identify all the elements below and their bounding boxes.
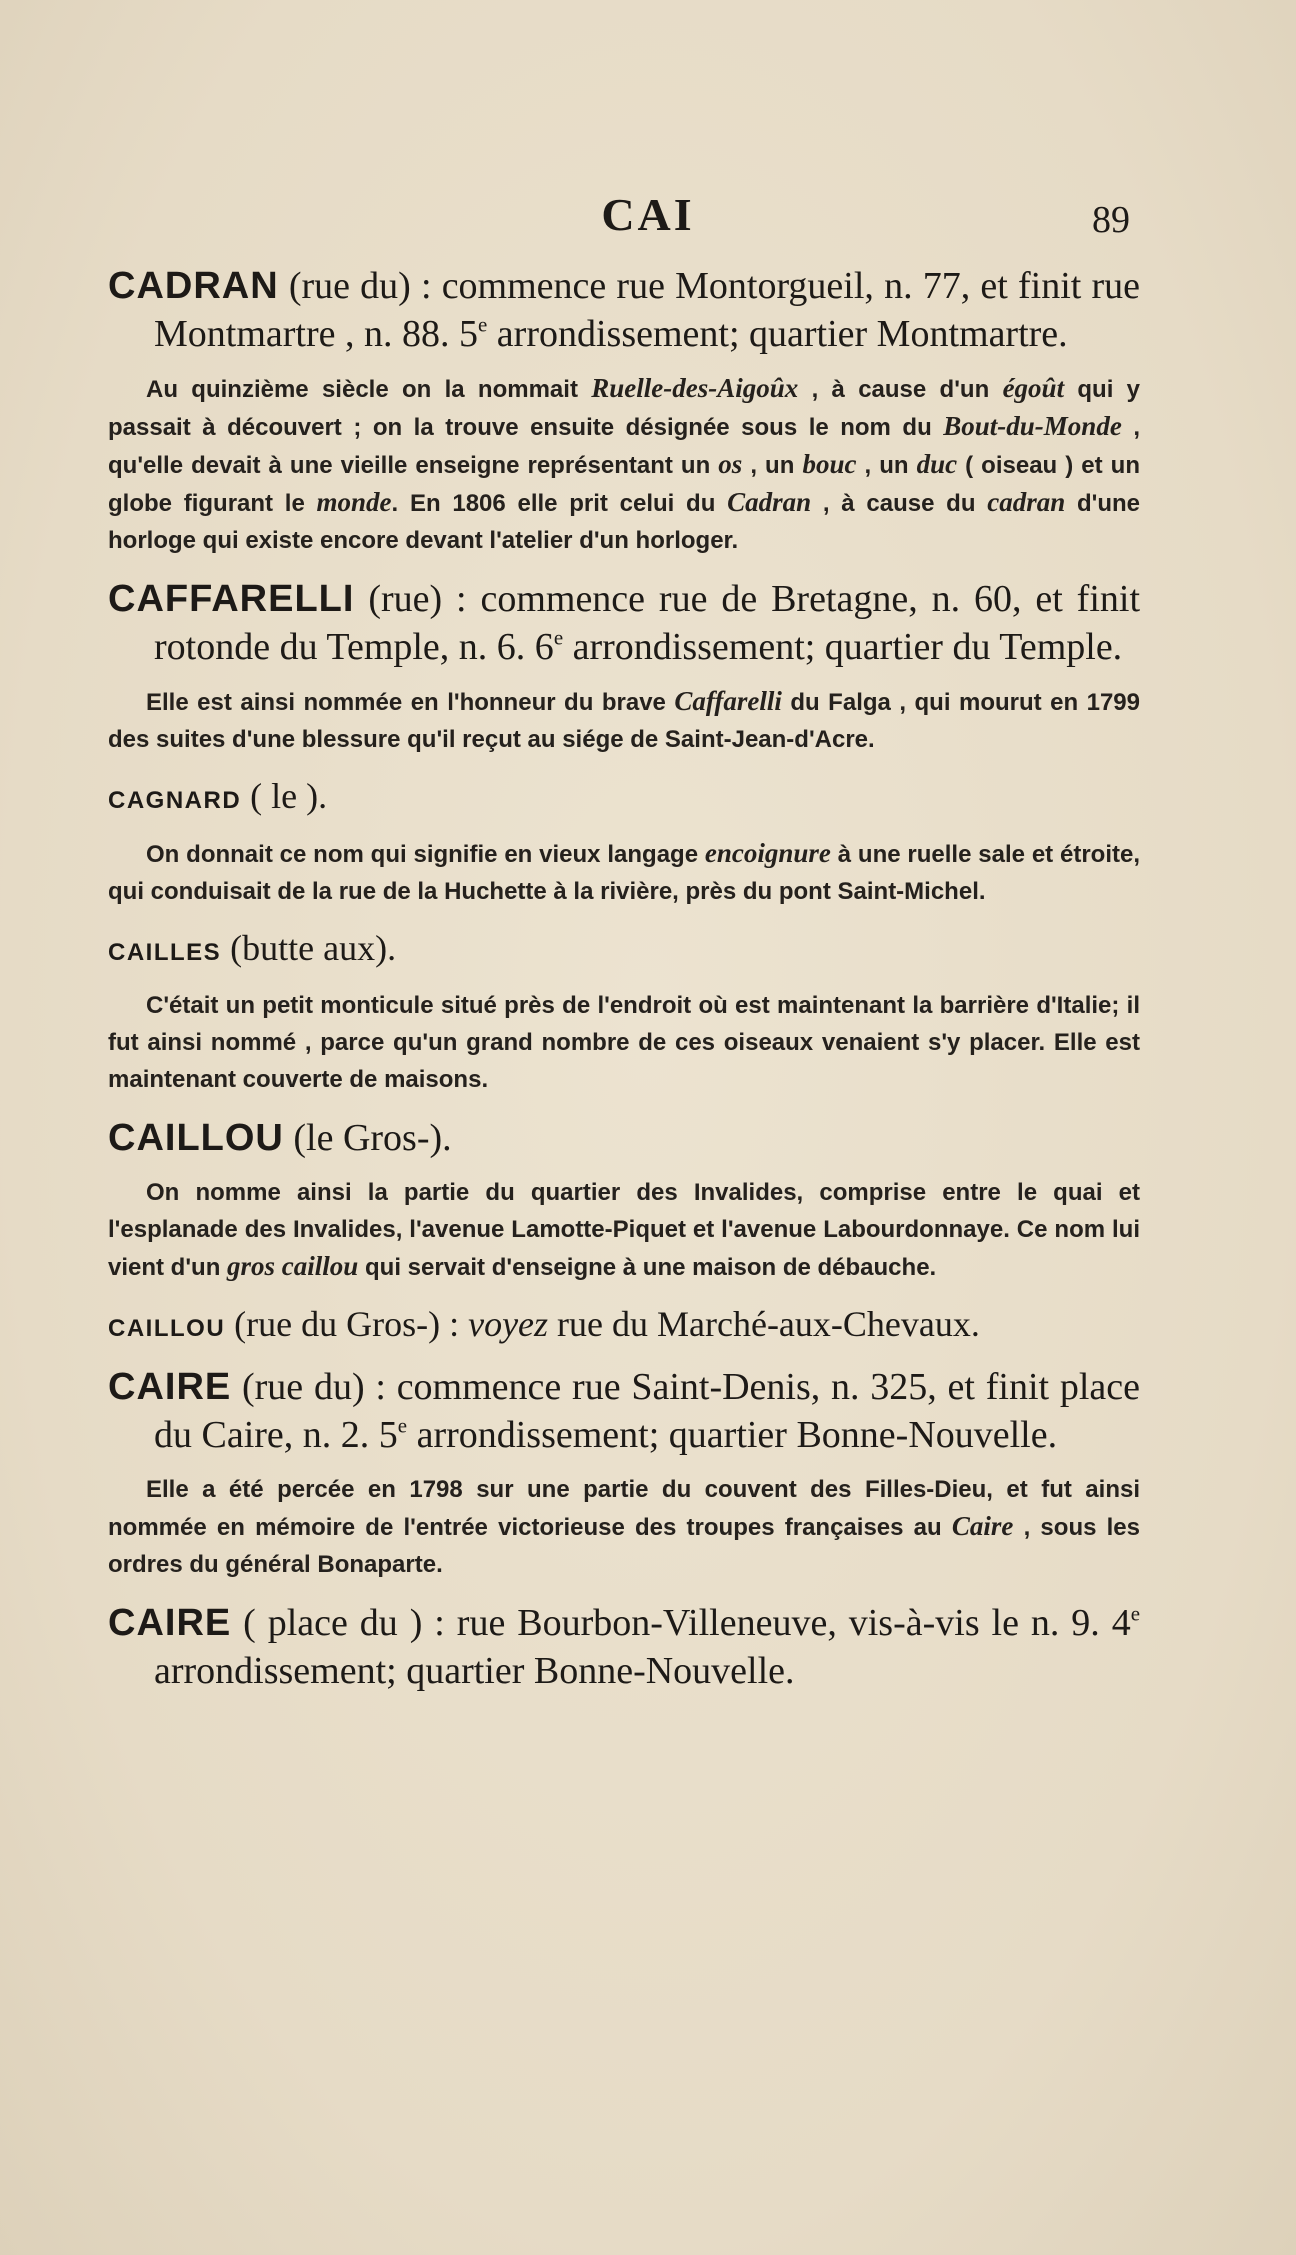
entry-text: (rue) : commence rue de Bretagne, n. 60, et finit rotonde du Temple, n. 6. 6	[154, 578, 1140, 668]
ordinal-sup: e	[397, 1413, 408, 1438]
entry-head: CAIRE	[108, 1602, 232, 1644]
entry-text: (le Gros-).	[283, 1117, 452, 1159]
entry-head: CAILLOU	[108, 1315, 226, 1342]
page-body	[108, 262, 1140, 1707]
entry-caillou	[108, 1114, 1140, 1162]
entry-text: arrondissement; quartier du Temple.	[563, 626, 1123, 668]
entry-head: CAIRE	[108, 1366, 232, 1408]
entry-text: arrondissement; quartier Bonne-Nouvelle.	[407, 1414, 1058, 1456]
entry-text: (rue du) : commence rue Montorgueil, n. 77, et finit rue Montmartre , n. 88. 5	[154, 265, 1140, 355]
ordinal-sup: e	[553, 625, 564, 650]
cross-reference: voyez	[468, 1304, 549, 1344]
entry-caire-rue	[108, 1363, 1140, 1459]
running-title: CAI	[601, 189, 695, 240]
entry-head: CADRAN	[108, 265, 279, 307]
entry-note-caffarelli: Elle est ainsi nommée en l'honneur du brave Caffarelli du Falga , qui mourut en 1799 des suites d'une blessure qu'il reçut au siége de Saint-Jean-d'Acre.	[108, 686, 1141, 753]
entry-head: CAILLOU	[108, 1117, 284, 1159]
entry-note-cadran: Au quinzième siècle on la nommait Ruelle-des-Aigoûx , à cause d'un égoût qui y passait à découvert ; on la trouve ensuite désignée sous le nom du Bout-du-Monde , qu'elle devait à une vieille enseigne représentant un os , un bouc , un duc ( oiseau ) et un globe figurant le monde. En 1806 elle prit celui du Cadran , à cause du cadran d'une horloge qui existe encore devant l'atelier d'un horloger.	[108, 373, 1141, 554]
entry-text: ( le ).	[241, 776, 328, 816]
entry-text: rue du Marché-aux-Chevaux.	[548, 1304, 980, 1344]
entry-cagnard	[108, 774, 1140, 823]
running-head	[0, 188, 1296, 248]
entry-text: ( place du ) : rue Bourbon-Villeneuve, vis-à-vis le n. 9. 4	[231, 1602, 1131, 1644]
entry-note-caillou: On nomme ainsi la partie du quartier des Invalides, comprise entre le quai et l'esplanade des Invalides, l'avenue Lamotte-Piquet et l'avenue Labourdonnaye. Ce nom lui vient d'un gros caillou qui servait d'enseigne à une maison de débauche.	[108, 1179, 1140, 1281]
entry-head: CAFFARELLI	[108, 578, 355, 620]
entry-text: (rue du) : commence rue Saint-Denis, n. 325, et finit place du Caire, n. 2. 5	[154, 1366, 1140, 1456]
entry-note-cagnard: On donnait ce nom qui signifie en vieux langage encoignure à une ruelle sale et étroite, qui conduisait de la rue de la Huchette à la rivière, près du pont Saint-Michel.	[108, 838, 1141, 905]
entry-note-caire: Elle a été percée en 1798 sur une partie du couvent des Filles-Dieu, et fut ainsi nommée en mémoire de l'entrée victorieuse des troupes françaises au Caire , sous les ordres du général Bonaparte.	[108, 1476, 1140, 1578]
entry-cadran	[108, 262, 1140, 358]
entry-caillou-rue	[108, 1302, 1140, 1351]
entry-head: CAILLES	[108, 939, 222, 966]
entry-caire-place	[108, 1599, 1140, 1695]
entry-text: arrondissement; quartier Bonne-Nouvelle.	[154, 1650, 795, 1692]
entry-text: (butte aux).	[221, 928, 397, 968]
entry-text: (rue du Gros-) :	[225, 1304, 469, 1344]
entry-head: CAGNARD	[108, 787, 242, 814]
entry-note-cailles: C'était un petit monticule situé près de l'endroit où est maintenant la barrière d'Italie; il fut ainsi nommé , parce qu'un grand nombre de ces oiseaux venaient s'y placer. Elle est maintenant couverte de maisons.	[108, 992, 1140, 1093]
ordinal-sup: e	[1130, 1601, 1140, 1626]
entry-cailles	[108, 926, 1140, 975]
entry-text: arrondissement; quartier Montmartre.	[487, 313, 1068, 355]
page-number: 89	[1092, 199, 1130, 241]
entry-caffarelli	[108, 575, 1140, 671]
ordinal-sup: e	[478, 312, 488, 337]
